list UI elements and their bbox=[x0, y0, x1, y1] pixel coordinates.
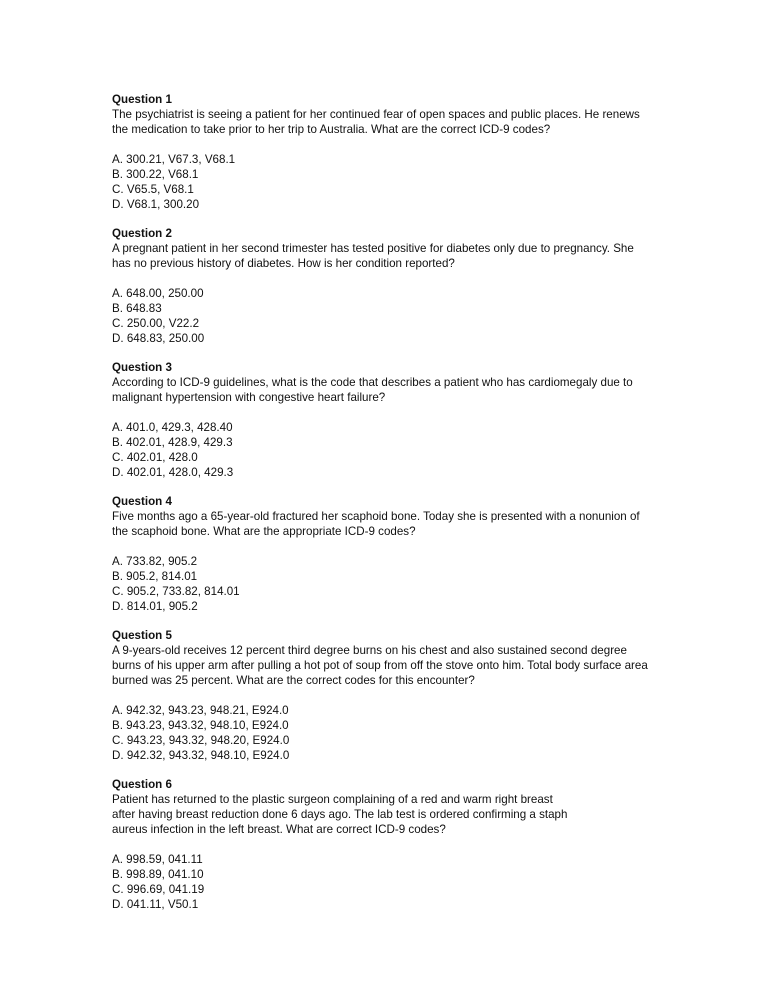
question-text: According to ICD-9 guidelines, what is the code that describes a patient who has cardiomegaly due to malignant hypertension with congestive heart failure? bbox=[112, 376, 633, 404]
question-text: The psychiatrist is seeing a patient for her continued fear of open spaces and public places. He renews the medication to take prior to her trip to Australia. What are the correct ICD-9 codes? bbox=[112, 108, 640, 136]
question-text: A pregnant patient in her second trimester has tested positive for diabetes only due to pregnancy. She has no previous history of diabetes. How is her condition reported? bbox=[112, 242, 634, 270]
question-6 bbox=[112, 777, 768, 912]
question-title: Question 5 bbox=[112, 629, 172, 642]
question-1 bbox=[112, 92, 768, 212]
question-text: Five months ago a 65-year-old fractured her scaphoid bone. Today she is presented with a nonunion of the scaphoid bone. What are the appropriate ICD-9 codes? bbox=[112, 510, 640, 538]
answer-option-d: D. V68.1, 300.20 bbox=[112, 198, 200, 211]
answer-options bbox=[112, 420, 768, 480]
question-text: A 9-years-old receives 12 percent third degree burns on his chest and also sustained second degree burns of his upper arm after pulling a hot pot of soup from off the stove onto him. Total body surface area burned was 25 percent. What are the correct codes for this encounter? bbox=[112, 644, 648, 687]
answer-options bbox=[112, 286, 768, 346]
answer-option-b: B. 648.83 bbox=[112, 302, 162, 315]
answer-option-d: D. 402.01, 428.0, 429.3 bbox=[112, 466, 234, 479]
answer-options bbox=[112, 703, 768, 763]
answer-option-b: B. 943.23, 943.32, 948.10, E924.0 bbox=[112, 719, 289, 732]
question-title: Question 6 bbox=[112, 778, 172, 791]
answer-option-c: C. 250.00, V22.2 bbox=[112, 317, 200, 330]
question-3 bbox=[112, 360, 768, 480]
question-title: Question 4 bbox=[112, 495, 172, 508]
question-title: Question 1 bbox=[112, 93, 172, 106]
question-text: Patient has returned to the plastic surgeon complaining of a red and warm right breast after having breast reduction done 6 days ago. The lab test is ordered confirming a staph aureus infection in the left breast. What are correct ICD-9 codes? bbox=[112, 793, 568, 836]
answer-option-c: C. 996.69, 041.19 bbox=[112, 883, 205, 896]
answer-options bbox=[112, 152, 768, 212]
answer-options bbox=[112, 554, 768, 614]
answer-option-a: A. 401.0, 429.3, 428.40 bbox=[112, 421, 233, 434]
answer-option-b: B. 998.89, 041.10 bbox=[112, 868, 204, 881]
question-title: Question 2 bbox=[112, 227, 172, 240]
question-title: Question 3 bbox=[112, 361, 172, 374]
answer-option-d: D. 942.32, 943.32, 948.10, E924.0 bbox=[112, 749, 290, 762]
question-5 bbox=[112, 628, 768, 763]
answer-option-a: A. 300.21, V67.3, V68.1 bbox=[112, 153, 236, 166]
answer-option-c: C. 943.23, 943.32, 948.20, E924.0 bbox=[112, 734, 290, 747]
answer-option-c: C. 402.01, 428.0 bbox=[112, 451, 198, 464]
answer-option-d: D. 041.11, V50.1 bbox=[112, 898, 199, 911]
answer-options bbox=[112, 852, 768, 912]
question-4 bbox=[112, 494, 768, 614]
answer-option-a: A. 648.00, 250.00 bbox=[112, 287, 204, 300]
answer-option-c: C. V65.5, V68.1 bbox=[112, 183, 194, 196]
answer-option-a: A. 942.32, 943.23, 948.21, E924.0 bbox=[112, 704, 289, 717]
question-2 bbox=[112, 226, 768, 346]
answer-option-a: A. 733.82, 905.2 bbox=[112, 555, 198, 568]
answer-option-d: D. 814.01, 905.2 bbox=[112, 600, 198, 613]
answer-option-d: D. 648.83, 250.00 bbox=[112, 332, 205, 345]
answer-option-b: B. 300.22, V68.1 bbox=[112, 168, 199, 181]
answer-option-a: A. 998.59, 041.11 bbox=[112, 853, 203, 866]
answer-option-c: C. 905.2, 733.82, 814.01 bbox=[112, 585, 240, 598]
answer-option-b: B. 905.2, 814.01 bbox=[112, 570, 198, 583]
answer-option-b: B. 402.01, 428.9, 429.3 bbox=[112, 436, 233, 449]
